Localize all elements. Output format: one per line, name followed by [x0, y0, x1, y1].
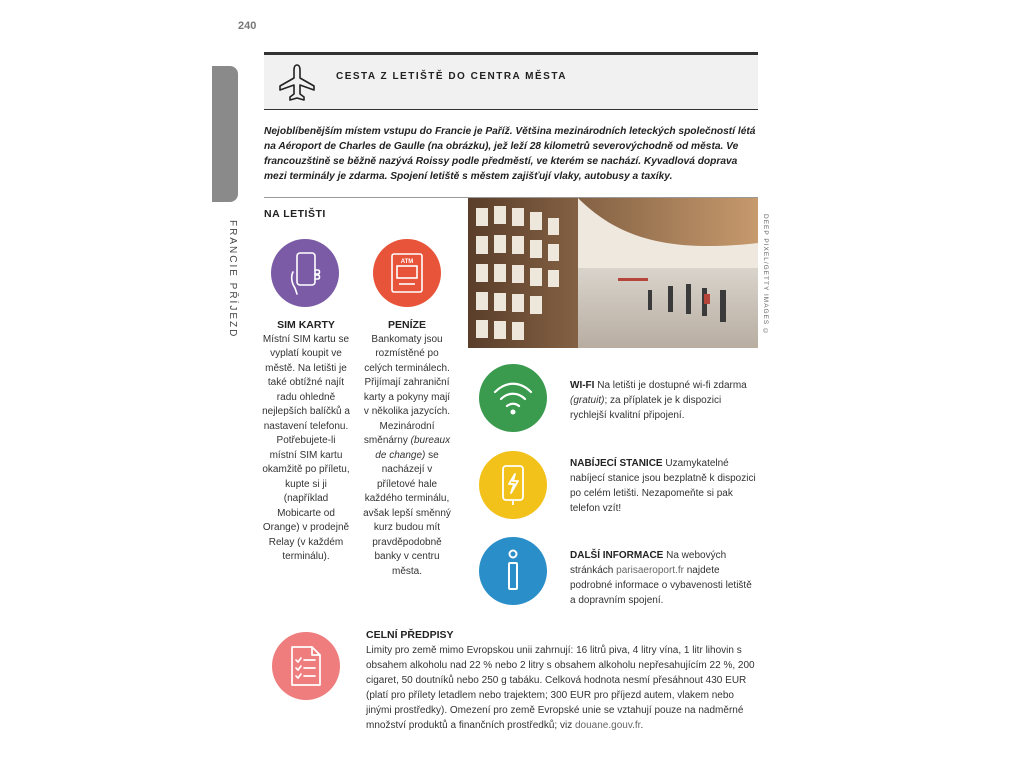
sim-block: [262, 318, 350, 565]
phone-charging-icon: [498, 463, 528, 507]
sim-text: Místní SIM kartu se vyplatí koupit ve městě. Na letišti je také obtížné najít radu ohledně nejlepších balíčků a nastavení telefonu. Potřebujete-li místní SIM kartu okamžitě po příletu, kupte si ji (například Mobicarte od Orange) v prodejně Relay (v každém terminálu).: [262, 333, 350, 562]
sim-circle: [271, 239, 339, 307]
more-info-text: Na webových stránkách: [570, 550, 727, 576]
smartphone-hand-icon: [285, 250, 325, 296]
charging-text: Uzamykatelné nabíjecí stanice jsou bezplatně k dispozici po celém letišti. Nezapomeňte si pak telefon vzít!: [570, 458, 756, 514]
wifi-block: [570, 378, 758, 423]
intro-paragraph: Nejoblíbenějším místem vstupu do Francie je Paříž. Většina mezinárodních leteckých společností létá na Aéroport de Charles de Gaulle (na obrázku), jež leží 28 kilometrů severovýchodně od města. Ve francouzštině se běžně nazývá Roissy podle předměstí, ve kterém se nachází. Kyvadlová doprava mezi terminály je zdarma. Spojení letiště s městem zajišťují vlaky, autobusy a taxíky.: [264, 126, 756, 182]
wifi-heading: WI-FI: [570, 380, 595, 391]
subsection-heading: NA LETIŠTI: [264, 208, 326, 220]
section-title: CESTA Z LETIŠTĚ DO CENTRA MĚSTA: [336, 71, 567, 82]
sim-heading: SIM KARTY: [277, 319, 335, 331]
more-info-text-end: najdete podrobné informace o vybavenosti letiště a dopravním spojení.: [570, 565, 752, 606]
douane-link[interactable]: douane.gouv.fr: [575, 720, 641, 731]
customs-text-end: .: [640, 720, 644, 731]
money-text-end: se nacházejí v příletové hale každého terminálu, avšak lepší směnný kurz budou mít pravděpodobně banky v centru města.: [363, 449, 451, 577]
customs-block: [366, 628, 756, 733]
wifi-text-italic: (gratuit): [570, 395, 605, 406]
money-text: Bankomaty jsou rozmístěné po celých terminálech. Přijímají zahraniční karty a pokyny mají v několika jazycích. Mezinárodní směnárny: [363, 333, 451, 446]
money-circle: [373, 239, 441, 307]
wifi-text-end: ; za příplatek je k dispozici rychlejší kvalitní připojení.: [570, 395, 722, 421]
photo-credit: DEEP PIXEL/GETTY IMAGES ©: [762, 214, 769, 337]
page-number: 240: [238, 20, 257, 32]
info-circle: [479, 537, 547, 605]
airplane-icon: [276, 61, 318, 103]
money-text-italic: (bureaux de change): [375, 435, 451, 461]
info-icon: [498, 547, 528, 595]
more-info-block: [570, 548, 758, 608]
customs-circle: [272, 632, 340, 700]
parisaeroport-link[interactable]: parisaeroport.fr: [616, 565, 684, 576]
wifi-circle: [479, 364, 547, 432]
charging-circle: [479, 451, 547, 519]
airport-terminal-photo: [468, 198, 758, 348]
atm-icon: [387, 251, 427, 295]
wifi-icon: [491, 378, 535, 418]
charging-heading: NABÍJECÍ STANICE: [570, 458, 663, 469]
charging-block: [570, 456, 758, 516]
section-header: [264, 52, 758, 110]
checklist-icon: [288, 644, 324, 688]
chapter-label: FRANCIE PŘÍJEZD: [227, 220, 238, 339]
money-heading: PENÍZE: [388, 319, 426, 331]
chapter-tab: [212, 66, 238, 202]
svg-text:ATM: ATM: [400, 259, 414, 265]
wifi-text: Na letišti je dostupné wi-fi zdarma: [594, 380, 747, 391]
money-block: [363, 318, 451, 579]
more-info-heading: DALŠÍ INFORMACE: [570, 550, 664, 561]
customs-heading: CELNÍ PŘEDPISY: [366, 629, 454, 641]
customs-text: Limity pro země mimo Evropskou unii zahrnují: 16 litrů piva, 4 litry vína, 1 litr lihovin s obsahem alkoholu nad 22 % nebo 2 litry s obsahem alkoholu nepřesahujícím 22 %, 200 cigaret, 50 doutníků nebo 250 g tabáku. Celková hodnota nesmí přesáhnout 430 EUR (platí pro přílety letadlem nebo trajektem; 300 EUR pro příjezd autem, vlakem nebo jinými prostředky). Omezení pro země Evropské unie se vztahují pouze na nadměrné množství produktů a finančních prostředků; viz: [366, 645, 755, 731]
